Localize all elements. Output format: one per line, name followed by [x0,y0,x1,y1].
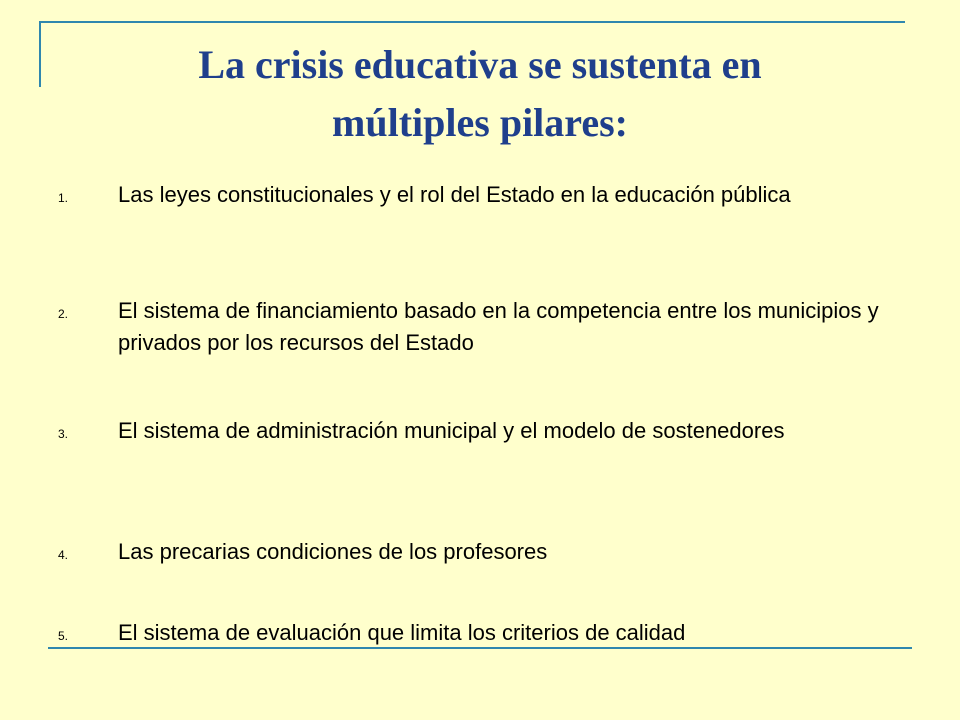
list-item-text: Las precarias condiciones de los profesores [118,539,548,564]
list-item-text: El sistema de evaluación que limita los criterios de calidad [118,620,686,645]
title-line-1: La crisis educativa se sustenta en [198,42,762,87]
slide-title [60,36,900,152]
list-item-number: 5. [58,629,69,643]
list-item-text: Las leyes constitucionales y el rol del Estado en la educación pública [118,182,791,207]
title-line-2: múltiples pilares: [332,100,628,145]
list-item-number: 2. [58,307,69,321]
list-item-text: El sistema de administración municipal y el modelo de sostenedores [118,418,785,443]
list-item-text: El sistema de financiamiento basado en la competencia entre los municipios y privados por los recursos del Estado [118,298,879,355]
frame-top-line [39,21,905,23]
list-item-number: 3. [58,427,69,441]
list-item-number: 4. [58,548,69,562]
frame-left-line [39,21,41,87]
frame-bottom-line [48,647,912,649]
list-item-number: 1. [58,191,69,205]
